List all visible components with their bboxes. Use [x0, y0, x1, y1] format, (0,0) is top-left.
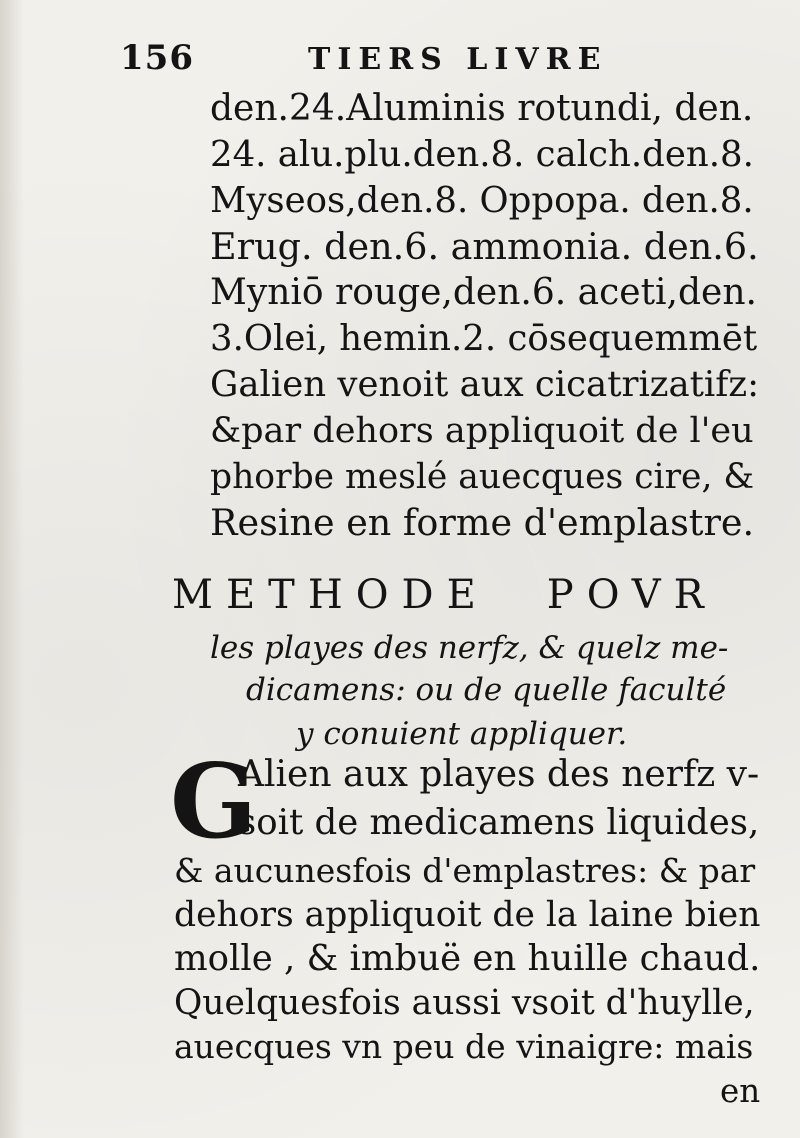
- text-line: Quelquesfois aussi vsoit d'huylle,: [174, 983, 755, 1023]
- text-line: &par dehors appliquoit de l'eu: [210, 411, 754, 451]
- text-line: Resine en forme d'emplastre.: [210, 501, 755, 544]
- text-line: molle , & imbuë en huille chaud.: [174, 938, 761, 979]
- text-line: den.24.Aluminis rotundi, den.: [210, 88, 754, 129]
- page-header: [120, 38, 760, 88]
- page-gutter-shadow: [0, 0, 24, 1138]
- section-subtitle-line: y conuient appliquer.: [296, 716, 628, 752]
- text-line: & aucunesfois d'emplastres: & par: [174, 851, 756, 890]
- drop-cap: G: [170, 742, 258, 862]
- text-line: dehors appliquoit de la laine bien: [174, 895, 761, 935]
- text-line: Myniō rouge,den.6. aceti,den.: [210, 272, 757, 313]
- text-line: Myseos,den.8. Oppopa. den.8.: [210, 180, 754, 221]
- section-subtitle-line: dicamens: ou de quelle faculté: [246, 672, 727, 708]
- section-subtitle-line: les playes des nerfz, & quelz me-: [210, 630, 729, 666]
- text-line: Alien aux playes des nerfz v-: [238, 754, 760, 795]
- text-line: Galien venoit aux cicatrizatifz:: [210, 364, 760, 405]
- text-line: 24. alu.plu.den.8. calch.den.8.: [210, 134, 754, 175]
- text-line: phorbe meslé auecques cire, &: [210, 457, 755, 497]
- section-heading-word: POVR: [546, 572, 717, 618]
- catchword: en: [720, 1072, 761, 1110]
- section-heading: [172, 572, 717, 618]
- page-number: 156: [120, 38, 194, 78]
- text-line: soit de medicamens liquides,: [238, 802, 760, 843]
- section-heading-word: METHODE: [172, 572, 489, 618]
- text-line: 3.Olei, hemin.2. cōsequemmēt: [210, 318, 758, 359]
- text-line: auecques vn peu de vinaigre: mais: [174, 1027, 754, 1066]
- running-head: TIERS LIVRE: [308, 42, 608, 77]
- text-line: Erug. den.6. ammonia. den.6.: [210, 225, 759, 268]
